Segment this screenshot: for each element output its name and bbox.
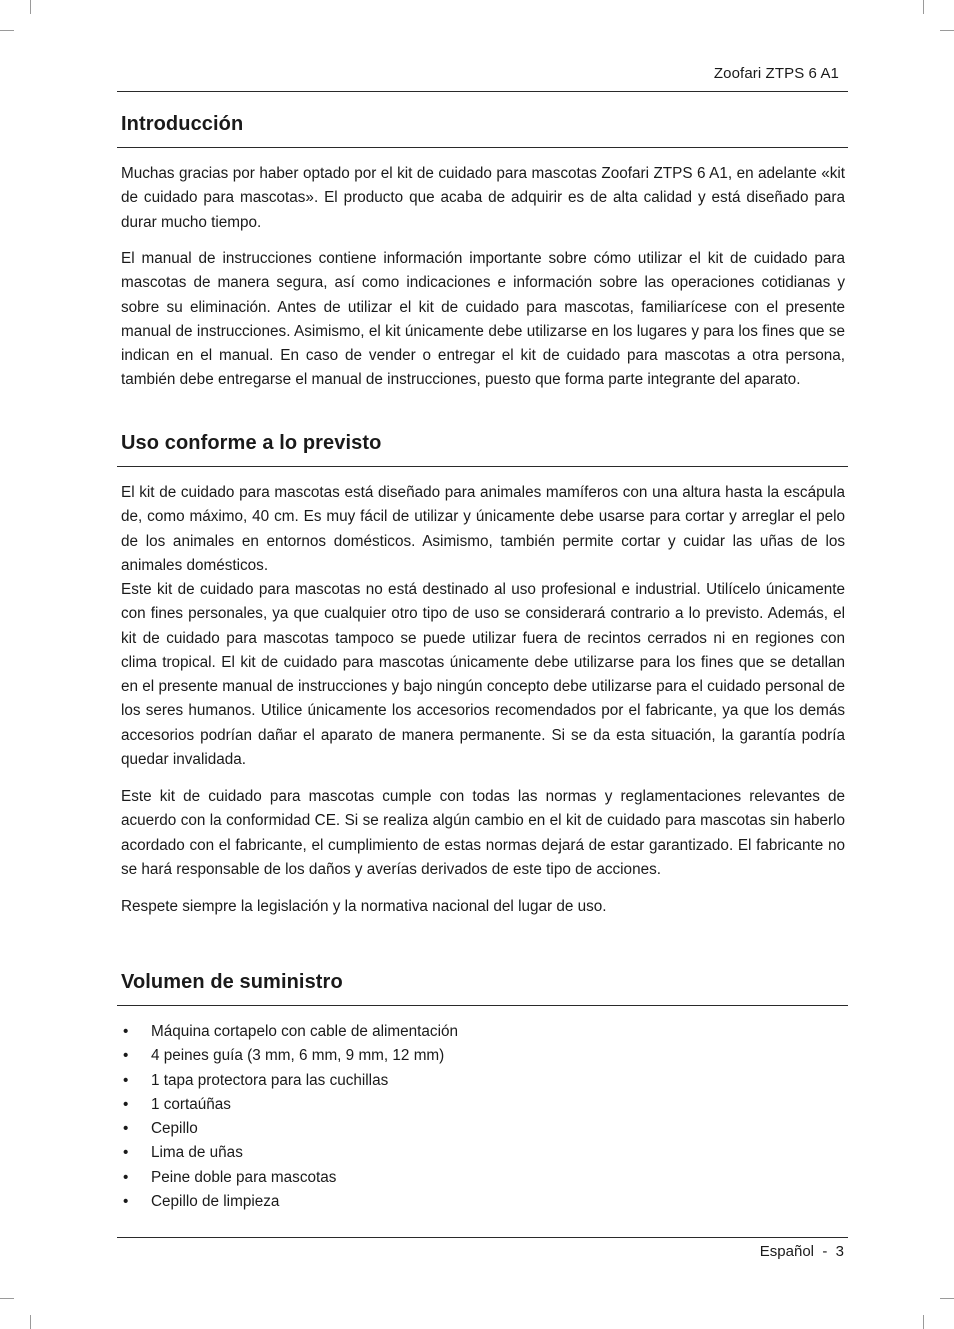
- crop-mark: [940, 30, 954, 31]
- list-item: • 1 cortaúñas: [121, 1093, 458, 1117]
- section-title-introduccion: Introducción: [121, 113, 244, 135]
- bullet-icon: •: [123, 1023, 129, 1040]
- intro-paragraph-1: Muchas gracias por haber optado por el kit de cuidado para mascotas Zoofari ZTPS 6 A1, en adelante «kit de cuidado para mascotas». El producto que acaba de adquirir es de alta calidad y está diseñado para durar mucho tiempo.: [121, 165, 845, 231]
- running-header: Zoofari ZTPS 6 A1: [713, 65, 839, 82]
- bullet-icon: •: [123, 1095, 129, 1113]
- footer-rule: [117, 1237, 848, 1238]
- supply-list: [121, 1020, 458, 1214]
- list-item: • Peine doble para mascotas: [121, 1166, 458, 1190]
- intro-paragraph-2: El manual de instrucciones contiene información importante sobre cómo utilizar el kit de cuidado para mascotas de manera segura, así como indicaciones e información sobre las operaciones cotidianas y sobre su eliminación. Antes de utilizar el kit de cuidado para mascotas, familiarícese con el presente manual de instrucciones. Asimismo, el kit únicamente debe utilizarse en los lugares y para los fines que se indican en el manual. En caso de vender o entregar el kit de cuidado para mascotas a otra persona, también debe entregarse el manual de instrucciones, puesto que forma parte integrante del aparato.: [121, 250, 845, 389]
- crop-mark: [0, 30, 14, 31]
- list-item: • Lima de uñas: [121, 1141, 458, 1165]
- list-item: • Cepillo: [121, 1117, 458, 1141]
- usage-paragraph-3: Respete siempre la legislación y la normativa nacional del lugar de uso.: [121, 898, 607, 915]
- usage-paragraph-2: Este kit de cuidado para mascotas cumple con todas las normas y reglamentaciones relevantes de acuerdo con la conformidad CE. Si se realiza algún cambio en el kit de cuidado para mascotas sin haberlo acordado con el fabricante, el cumplimiento de estas normas dejará de estar garantizado. El fabricante no se hará responsable de los daños y averías derivados de este tipo de acciones.: [121, 788, 845, 878]
- usage-paragraph-1a: El kit de cuidado para mascotas está diseñado para animales mamíferos con una altura hasta la escápula de, como máximo, 40 cm. Es muy fácil de utilizar y únicamente debe usarse para cortar y arreglar el pelo de los animales en entornos domésticos. Asimismo, también permite cortar y cuidar las uñas de los animales domésticos.: [121, 484, 845, 574]
- crop-mark: [923, 1315, 924, 1329]
- section-title-uso-conforme: Uso conforme a lo previsto: [121, 432, 382, 454]
- usage-paragraph-1b: Este kit de cuidado para mascotas no está destinado al uso profesional e industrial. Utilícelo únicamente con fines personales, ya que cualquier otro tipo de uso se considerará contrario a lo previsto. Además, el kit de cuidado para mascotas tampoco se puede utilizar fuera de recintos cerrados ni en regiones con clima tropical. El kit de cuidado para mascotas únicamente debe utilizarse para los fines que se detallan en el presente manual de instrucciones y bajo ningún concepto debe utilizarse para el cuidado personal de los seres humanos. Utilice únicamente los accesorios recomendados por el fabricante, ya que los demás accesorios podrían dañar el aparato de manera permanente. Si se da esta situación, la garantía podría quedar invalidada.: [121, 581, 845, 769]
- list-item: • Cepillo de limpieza: [121, 1190, 458, 1214]
- bullet-icon: •: [123, 1047, 129, 1065]
- section-rule: [117, 466, 848, 467]
- header-rule: [117, 91, 848, 92]
- crop-mark: [0, 1298, 14, 1299]
- bullet-icon: •: [123, 1168, 129, 1186]
- section-rule: [117, 147, 848, 148]
- list-item: • Máquina cortapelo con cable de alimentación: [121, 1020, 458, 1044]
- bullet-icon: •: [123, 1071, 129, 1089]
- list-item: • 4 peines guía (3 mm, 6 mm, 9 mm, 12 mm): [121, 1044, 458, 1068]
- bullet-icon: •: [123, 1120, 129, 1138]
- list-item: • 1 tapa protectora para las cuchillas: [121, 1069, 458, 1093]
- crop-mark: [923, 0, 924, 14]
- crop-mark: [940, 1298, 954, 1299]
- crop-mark: [30, 0, 31, 14]
- page-number: Español - 3: [759, 1243, 844, 1260]
- section-title-volumen-suministro: Volumen de suministro: [121, 971, 343, 993]
- bullet-icon: •: [123, 1144, 129, 1162]
- section-rule: [117, 1005, 848, 1006]
- bullet-icon: •: [123, 1193, 129, 1211]
- crop-mark: [30, 1315, 31, 1329]
